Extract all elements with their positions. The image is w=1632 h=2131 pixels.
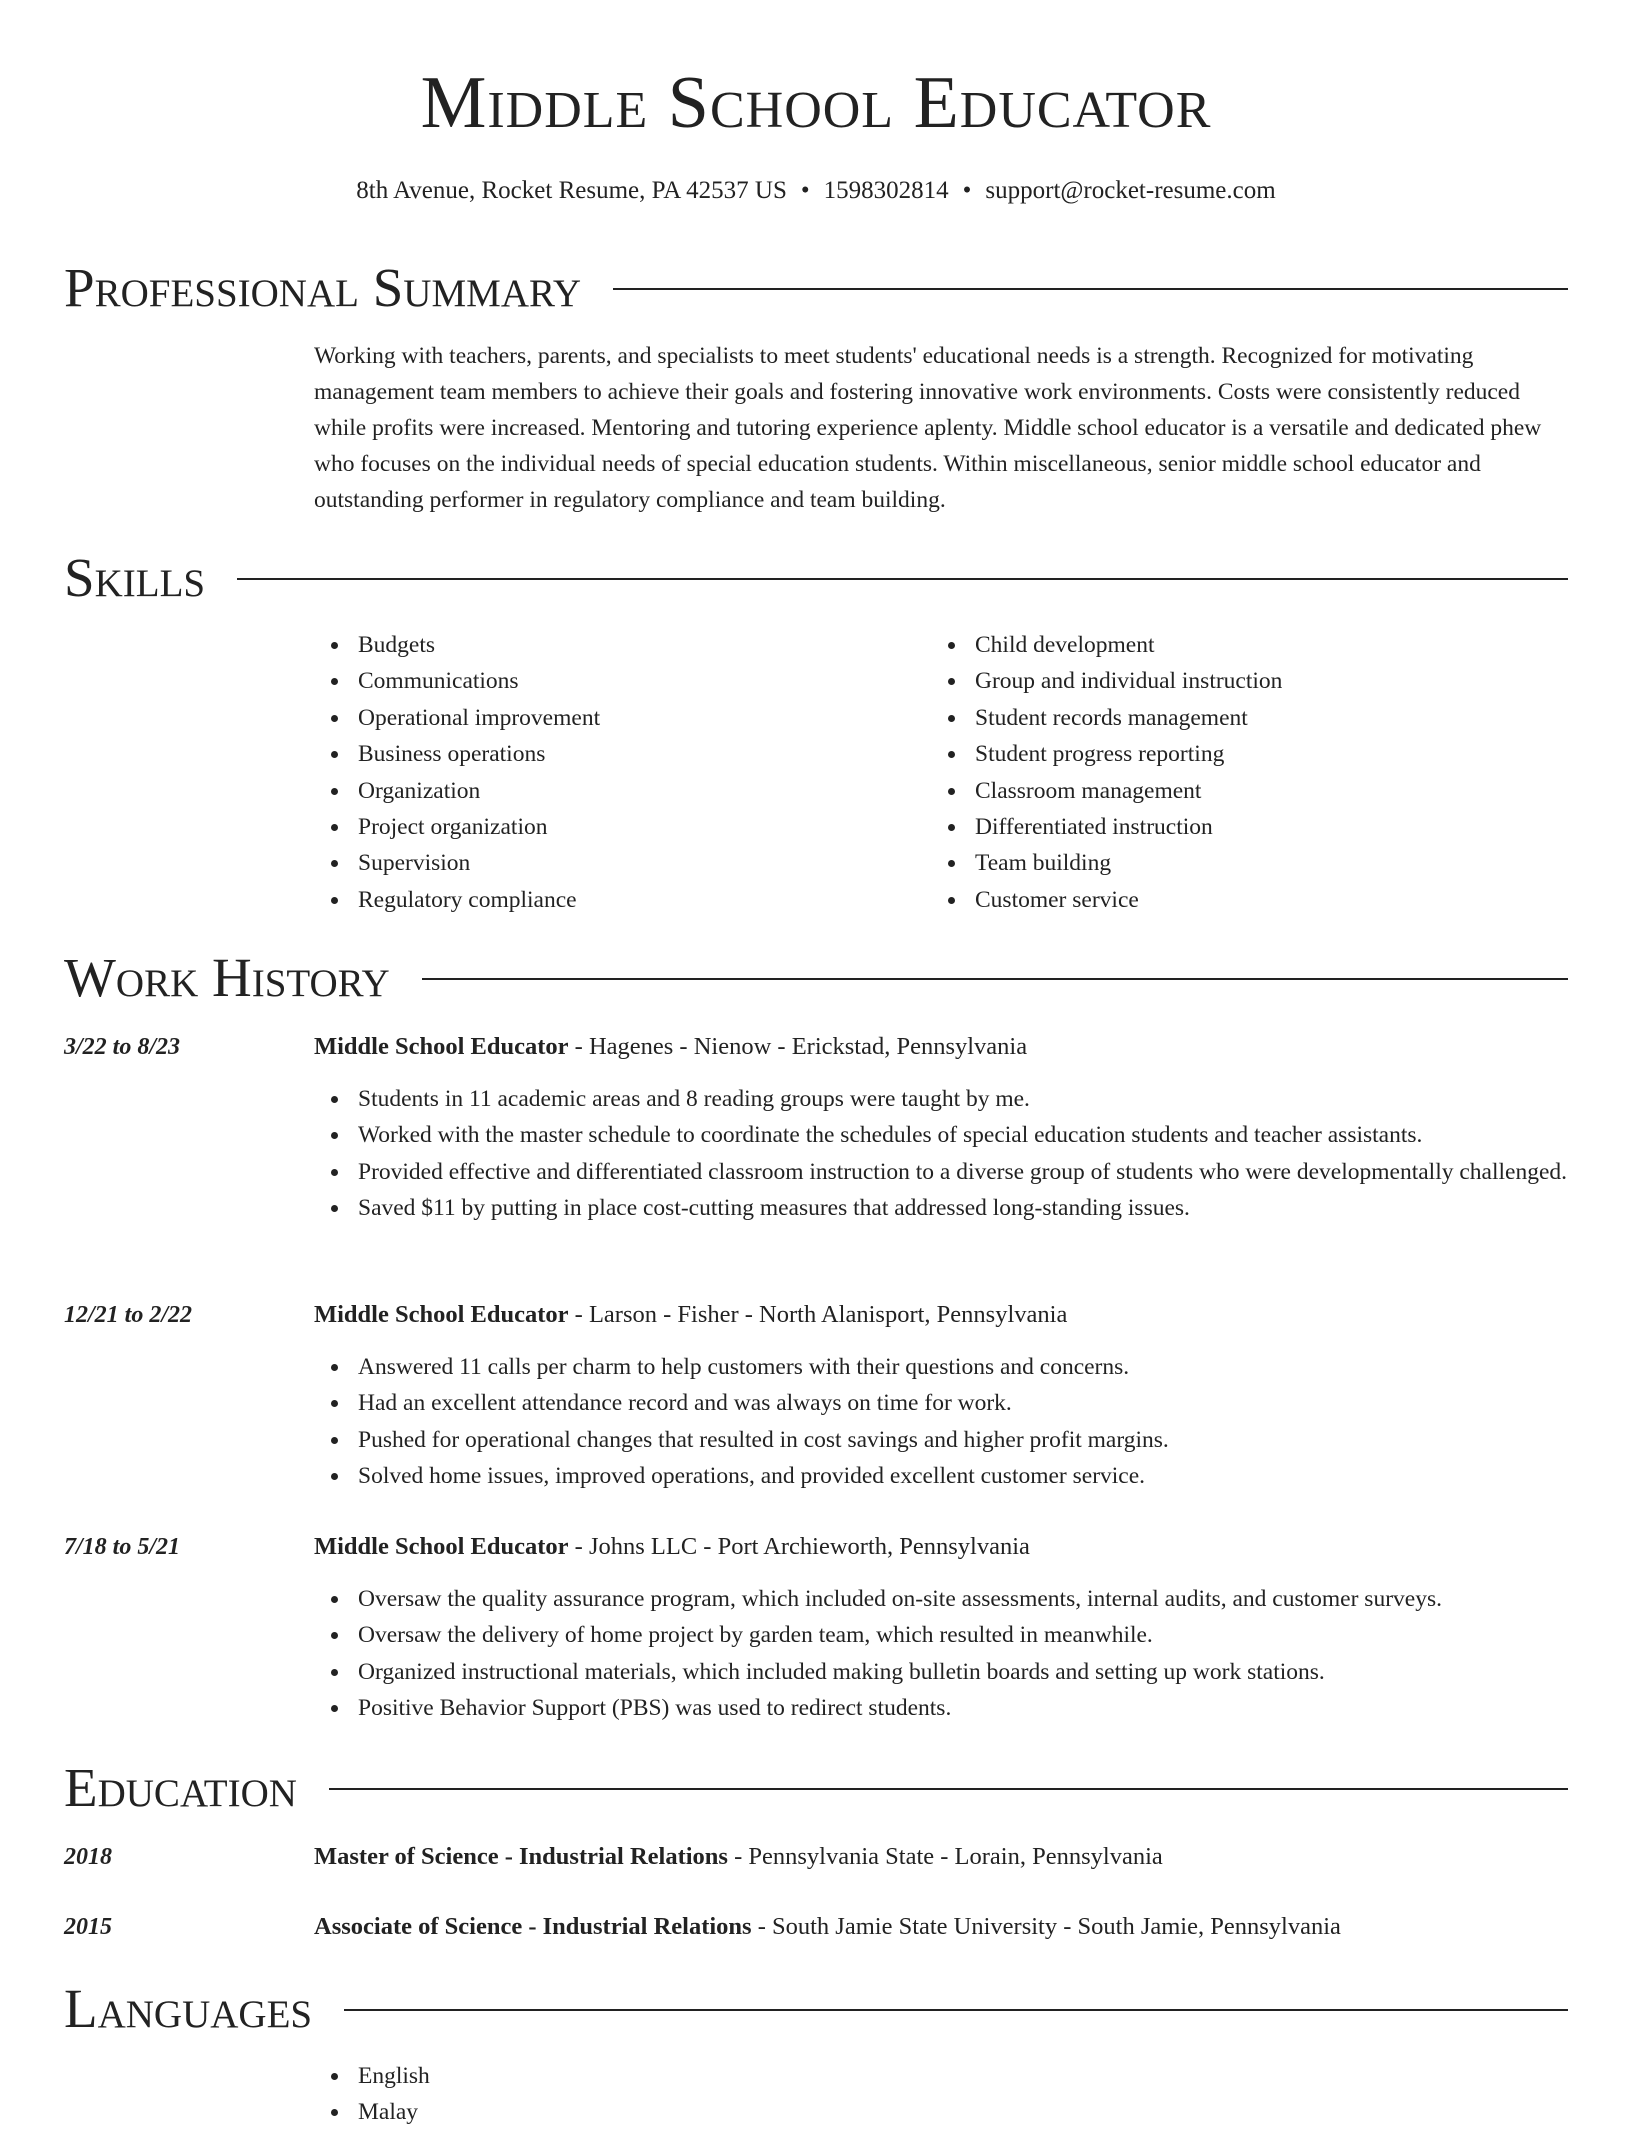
job-bullets	[314, 1581, 1568, 1727]
resume-name: Middle School Educator	[420, 62, 1212, 144]
job-bullet: Saved $11 by putting in place cost-cutting measures that addressed long-standing issues.	[314, 1190, 1568, 1226]
skill-item: Student records management	[931, 700, 1568, 736]
job-dates: 3/22 to 8/23	[64, 1034, 181, 1060]
skill-item: Organization	[314, 773, 914, 809]
languages-list	[314, 2058, 914, 2131]
education-section-header	[64, 1756, 1568, 1820]
languages-section-header	[64, 1977, 1568, 2041]
skill-item: Differentiated instruction	[931, 809, 1568, 845]
language-item: Malay	[314, 2094, 914, 2130]
education-school: - Pennsylvania State - Lorain, Pennsylvania	[727, 1843, 1163, 1870]
job-dates: 7/18 to 5/21	[64, 1534, 181, 1560]
skill-item: Classroom management	[931, 773, 1568, 809]
job-bullet: Oversaw the delivery of home project by garden team, which resulted in meanwhile.	[314, 1617, 1568, 1653]
skills-section-title: Skills	[64, 547, 206, 608]
job-bullet: Students in 11 academic areas and 8 reading groups were taught by me.	[314, 1081, 1568, 1117]
contact-separator: •	[800, 177, 810, 204]
job-bullets	[314, 1349, 1568, 1495]
education-heading	[314, 1840, 1568, 1874]
skill-item: Communications	[314, 663, 914, 699]
work-section-header	[64, 946, 1568, 1010]
skill-item: Supervision	[314, 845, 914, 881]
job-bullet: Answered 11 calls per charm to help customers with their questions and concerns.	[314, 1349, 1568, 1385]
education-degree: Master of Science - Industrial Relations	[314, 1843, 728, 1870]
education-degree: Associate of Science - Industrial Relations	[314, 1913, 752, 1940]
section-divider	[329, 1788, 1568, 1790]
job-bullet: Solved home issues, improved operations, and provided excellent customer service.	[314, 1458, 1568, 1494]
job-bullet: Organized instructional materials, which included making bulletin boards and setting up work stations.	[314, 1654, 1568, 1690]
education-year: 2015	[64, 1914, 112, 1940]
education-heading	[314, 1910, 1568, 1944]
skill-item: Customer service	[931, 882, 1568, 918]
section-divider	[344, 2009, 1568, 2011]
education-section-title: Education	[64, 1757, 297, 1818]
job-bullet: Positive Behavior Support (PBS) was used to redirect students.	[314, 1690, 1568, 1726]
job-bullet: Worked with the master schedule to coordinate the schedules of special education students and teacher assistants.	[314, 1117, 1568, 1153]
contact-address: 8th Avenue, Rocket Resume, PA 42537 US	[356, 177, 787, 204]
contact-line	[0, 174, 1632, 208]
job-employer: - Johns LLC - Port Archieworth, Pennsylvania	[568, 1533, 1030, 1560]
skill-item: Business operations	[314, 736, 914, 772]
skills-section-header	[64, 546, 1568, 610]
skills-list-left	[314, 627, 914, 918]
skill-item: Team building	[931, 845, 1568, 881]
summary-text: Working with teachers, parents, and specialists to meet students' educational needs is a strength. Recognized for motivating management team members to achieve their goals and fostering innovative work environments. Costs were consistently reduced while profits were increased. Mentoring and tutoring experience aplenty. Middle school educator is a versatile and dedicated phew who focuses on the individual needs of special education students. Within miscellaneous, senior middle school educator and outstanding performer in regulatory compliance and team building.	[314, 343, 1542, 513]
skill-item: Budgets	[314, 627, 914, 663]
work-section-title: Work History	[64, 947, 390, 1008]
languages-section-title: Languages	[64, 1978, 313, 2039]
education-school: - South Jamie State University - South Jamie, Pennsylvania	[751, 1913, 1341, 1940]
section-divider	[237, 578, 1568, 580]
section-divider	[613, 288, 1568, 290]
job-employer: - Hagenes - Nienow - Erickstad, Pennsylvania	[568, 1033, 1028, 1060]
skill-item: Regulatory compliance	[314, 882, 914, 918]
job-bullet: Provided effective and differentiated classroom instruction to a diverse group of students who were developmentally challenged.	[314, 1154, 1568, 1190]
language-item: English	[314, 2058, 914, 2094]
contact-email: support@rocket-resume.com	[985, 177, 1276, 204]
section-divider	[422, 978, 1568, 980]
job-role: Middle School Educator	[314, 1033, 569, 1060]
summary-section-title: Professional Summary	[64, 257, 582, 318]
contact-separator: •	[962, 177, 972, 204]
skill-item: Group and individual instruction	[931, 663, 1568, 699]
education-year: 2018	[64, 1844, 112, 1870]
skill-item: Operational improvement	[314, 700, 914, 736]
job-bullet: Pushed for operational changes that resulted in cost savings and higher profit margins.	[314, 1422, 1568, 1458]
skill-item: Child development	[931, 627, 1568, 663]
job-heading	[314, 1298, 1568, 1332]
skills-list-right	[931, 627, 1568, 918]
contact-phone: 1598302814	[823, 177, 949, 204]
job-heading	[314, 1030, 1568, 1064]
skill-item: Project organization	[314, 809, 914, 845]
summary-section-header	[64, 256, 1568, 320]
skill-item: Student progress reporting	[931, 736, 1568, 772]
job-bullet: Had an excellent attendance record and was always on time for work.	[314, 1385, 1568, 1421]
job-employer: - Larson - Fisher - North Alanisport, Pennsylvania	[568, 1301, 1068, 1328]
job-bullets	[314, 1081, 1568, 1227]
job-bullet: Oversaw the quality assurance program, which included on-site assessments, internal audits, and customer surveys.	[314, 1581, 1568, 1617]
job-role: Middle School Educator	[314, 1301, 569, 1328]
job-dates: 12/21 to 2/22	[64, 1302, 193, 1328]
job-role: Middle School Educator	[314, 1533, 569, 1560]
job-heading	[314, 1530, 1568, 1564]
